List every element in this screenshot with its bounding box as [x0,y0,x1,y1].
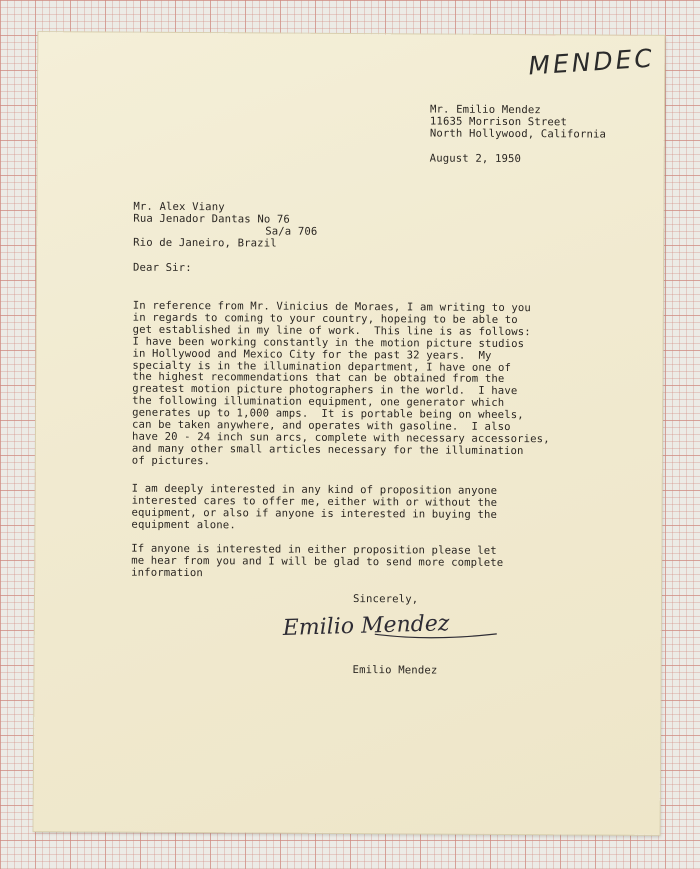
letter-date: August 2, 1950 [429,152,522,166]
typed-signature-name: Emilio Mendez [352,664,438,677]
body-paragraph-3: If anyone is interested in either proposition please let me hear from you and I will be glad to send more complete information [131,542,504,579]
recipient-street: Rua Jenador Dantas No 76 [133,212,291,226]
recipient-suite: Sa/a 706 [265,225,318,238]
recipient-city: Rio de Janeiro, Brazil [133,236,277,250]
sender-street: 11635 Morrison Street [429,115,568,129]
handwritten-signature [279,608,509,643]
handwritten-annotation: MENDEC [527,43,656,81]
svg-text:Emilio Mendez: Emilio Mendez [282,611,450,641]
body-paragraph-2: I am deeply interested in any kind of proposition anyone interested cares to offer me, either with or without the equipment, or also if anyone is interested in buying the equipment alone. [131,482,498,532]
sender-name: Mr. Emilio Mendez [429,103,541,117]
closing: Sincerely, [352,593,419,606]
letter-sheet [34,32,665,835]
salutation: Dear Sir: [132,261,192,275]
body-paragraph-1: In reference from Mr. Vinicius de Moraes, I am writing to you in regards to coming to your country, hopeing to be able to get established in my line of work. This line is as follows: I have been working constantly in the motion picture studios in Hollywood and Mexico City for the past 32 years. My specialty is in the illumination department, I have one of the highest recommendations that can be obtained from the greatest motion picture photographers in the world. I have the following illumination equipment, one generator which generates up to 1,000 amps. It is portable being on wheels, can be taken anywhere, and operates with gasoline. I also have 20 - 24 inch sun arcs, complete with necessary accessories, and many other small articles necessary for the illumination of pictures. [131,299,550,467]
sender-city: North Hollywood, California [429,127,607,141]
recipient-name: Mr. Alex Viany [133,200,225,214]
